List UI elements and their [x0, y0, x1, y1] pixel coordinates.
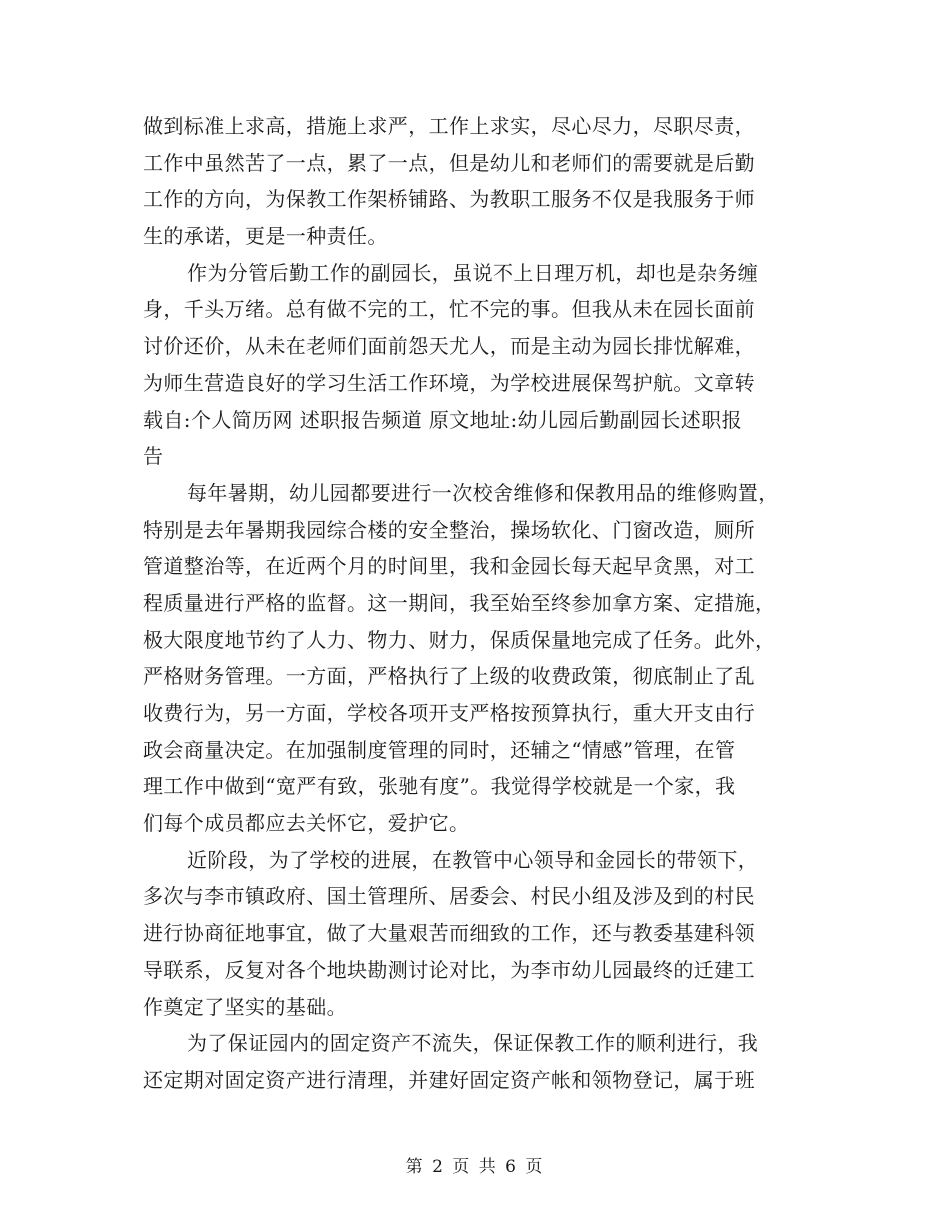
text-line: 工作中虽然苦了一点，累了一点，但是幼儿和老师们的需要就是后勤	[143, 150, 755, 175]
text-line: 导联系，反复对各个地块勘测讨论对比，为李市幼儿园最终的迁建工	[143, 957, 755, 982]
page-number-footer: 第 2 页 共 6 页	[405, 1157, 545, 1177]
document-body	[143, 108, 811, 1099]
text-line: 进行协商征地事宜，做了大量艰苦而细致的工作，还与教委基建科领	[143, 921, 755, 946]
text-line: 身，千头万绪。总有做不完的工，忙不完的事。但我从未在园长面前	[143, 297, 755, 322]
text-line: 收费行为，另一方面，学校各项开支严格按预算执行，重大开支由行	[143, 701, 755, 725]
text-line: 管道整治等，在近两个月的时间里，我和金园长每天起早贪黑，对工	[143, 554, 755, 579]
text-line: 极大限度地节约了人力、物力、财力，保质保量地完成了任务。此外，	[143, 627, 776, 652]
paragraph-start-line: 作为分管后勤工作的副园长，虽说不上日理万机，却也是杂务缠	[187, 260, 759, 285]
text-line: 载自:个人简历网 述职报告频道 原文地址:幼儿园后勤副园长述职报	[143, 407, 742, 432]
text-line: 理工作中做到“宽严有致，张驰有度”。我觉得学校就是一个家，我	[143, 774, 736, 799]
text-line: 作奠定了坚实的基础。	[143, 994, 347, 1019]
text-line: 工作的方向，为保教工作架桥铺路、为教职工服务不仅是我服务于师	[143, 187, 755, 212]
text-line: 多次与李市镇政府、国土管理所、居委会、村民小组及涉及到的村民	[143, 884, 755, 909]
text-line: 严格财务管理。一方面，严格执行了上级的收费政策，彻底制止了乱	[143, 664, 755, 689]
text-line: 特别是去年暑期我园综合楼的安全整治，操场软化、门窗改造，厕所	[143, 517, 755, 542]
text-line: 告	[143, 444, 164, 469]
text-line: 讨价还价，从未在老师们面前怨天尤人，而是主动为园长排忧解难，	[143, 334, 755, 359]
text-line: 生的承诺，更是一种责任。	[143, 224, 388, 249]
text-line: 做到标准上求高，措施上求严，工作上求实，尽心尽力，尽职尽责，	[143, 114, 755, 138]
paragraph-start-line: 近阶段，为了学校的进展，在教管中心领导和金园长的带领下，	[187, 847, 759, 872]
paragraph-start-line: 为了保证园内的固定资产不流失，保证保教工作的顺利进行，我	[187, 1031, 759, 1056]
text-line: 政会商量决定。在加强制度管理的同时，还辅之“情感”管理，在管	[143, 737, 736, 762]
text-line: 程质量进行严格的监督。这一期间，我至始至终参加拿方案、定措施，	[143, 590, 776, 615]
text-line: 为师生营造良好的学习生活工作环境，为学校进展保驾护航。文章转	[143, 370, 755, 395]
text-line: 们每个成员都应去关怀它，爱护它。	[143, 811, 470, 836]
paragraph-start-line: 每年暑期，幼儿园都要进行一次校舍维修和保教用品的维修购置，	[187, 480, 779, 505]
text-line: 还定期对固定资产进行清理，并建好固定资产帐和领物登记，属于班	[143, 1067, 755, 1092]
